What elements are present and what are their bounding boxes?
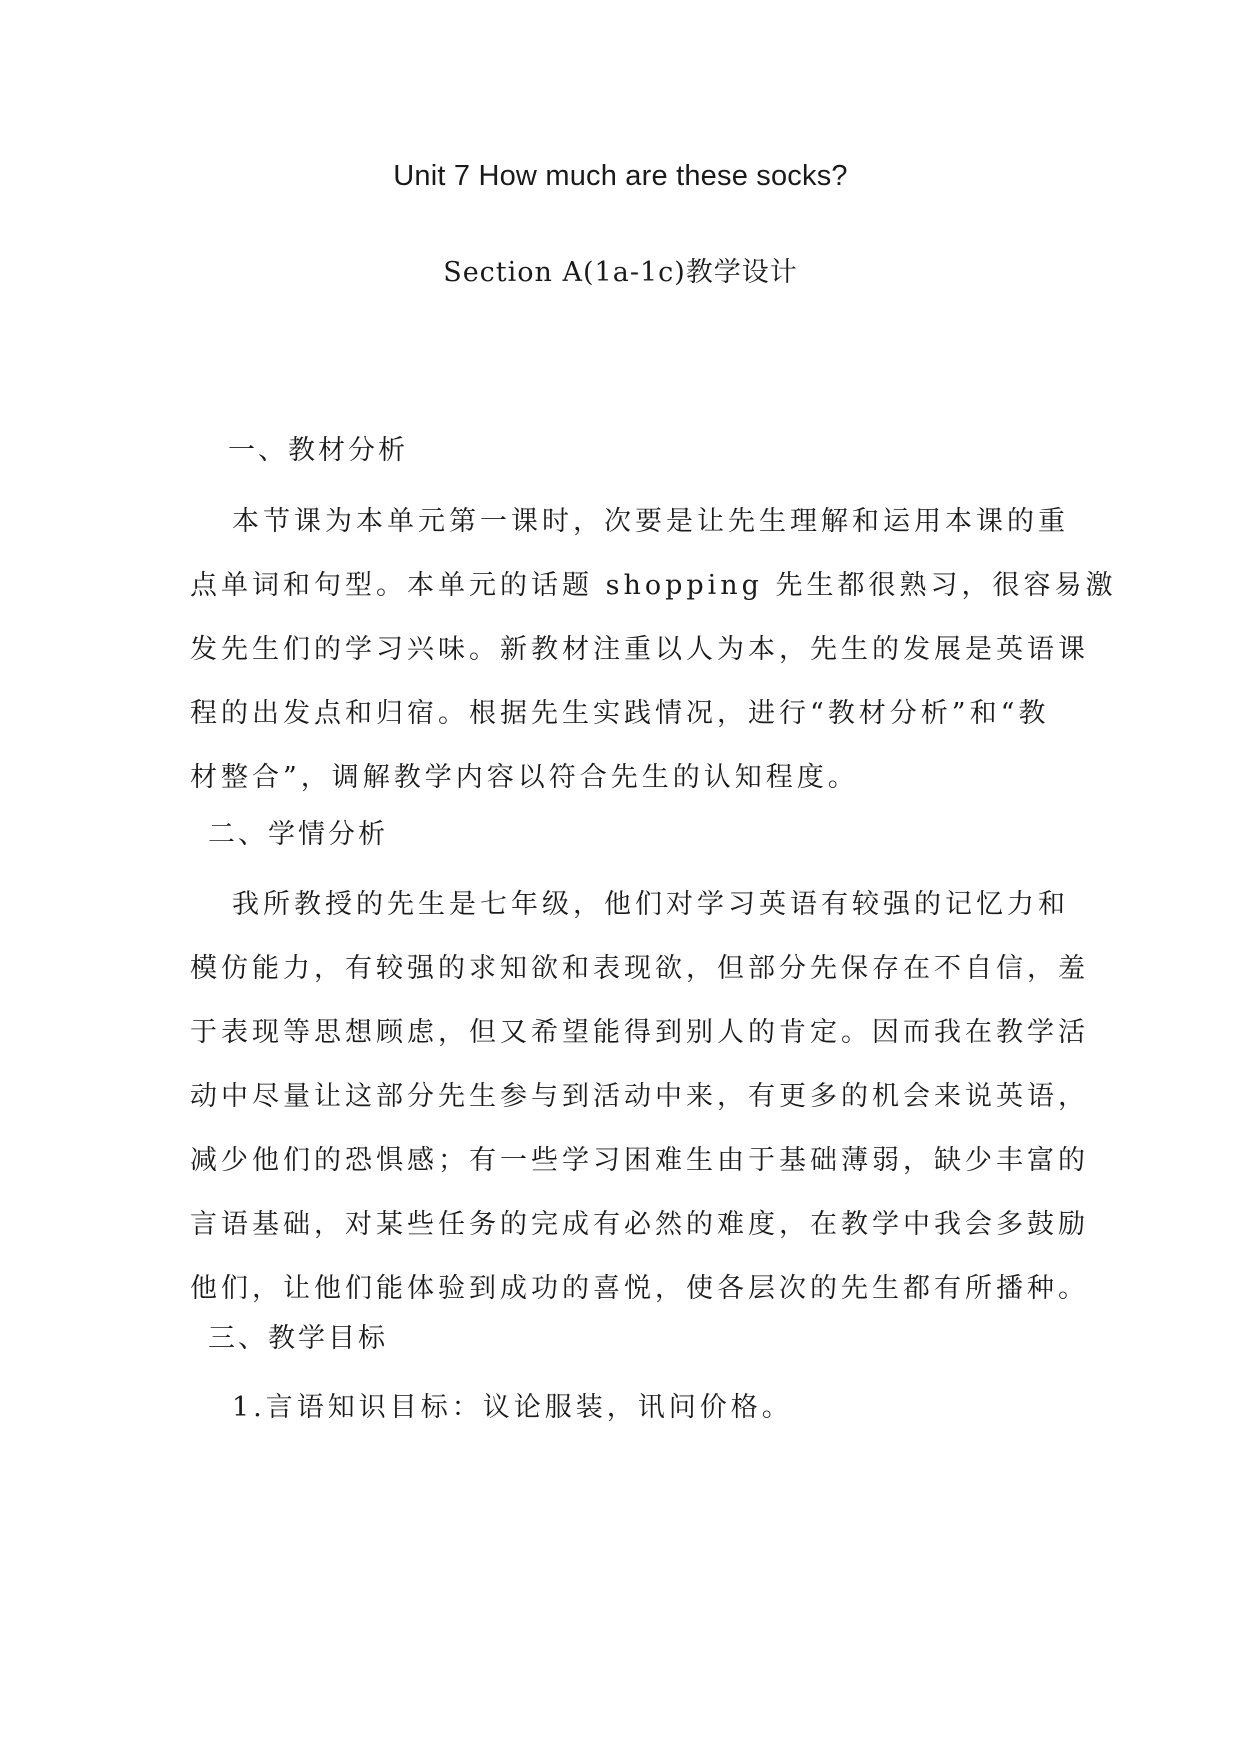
section-heading-teaching-objectives: 三、教学目标 xyxy=(208,1323,388,1354)
paragraph-line: 动中尽量让这部分先生参与到活动中来，有更多的机会来说英语， xyxy=(190,1081,1089,1112)
paragraph-line: 程的出发点和归宿。根据先生实践情况，进行“教材分析”和“教 xyxy=(190,698,1050,729)
section-paragraph-teaching-objectives xyxy=(190,1376,1060,1440)
paragraph-line: 1.言语知识目标：议论服装，讯问价格。 xyxy=(232,1392,793,1423)
paragraph-line: 我所教授的先生是七年级，他们对学习英语有较强的记忆力和 xyxy=(232,889,1069,920)
section-paragraph-textbook-analysis xyxy=(190,490,1117,810)
paragraph-line: 模仿能力，有较强的求知欲和表现欲，但部分先保存在不自信，羞 xyxy=(190,953,1089,984)
document-subtitle: Section A(1a-1c)教学设计 xyxy=(443,257,798,288)
section-heading-textbook-analysis: 一、教材分析 xyxy=(228,435,408,466)
paragraph-line: 材整合”，调解教学内容以符合先生的认知程度。 xyxy=(190,762,859,793)
section-paragraph-learner-analysis xyxy=(190,873,1089,1321)
document-title: Unit 7 How much are these socks? xyxy=(393,160,848,192)
paragraph-line: 言语基础，对某些任务的完成有必然的难度，在教学中我会多鼓励 xyxy=(190,1209,1089,1240)
paragraph-line: 他们，让他们能体验到成功的喜悦，使各层次的先生都有所播种。 xyxy=(190,1273,1089,1304)
paragraph-line: 发先生们的学习兴味。新教材注重以人为本，先生的发展是英语课 xyxy=(190,634,1089,665)
paragraph-line: 点单词和句型。本单元的话题 shopping 先生都很熟习，很容易激 xyxy=(190,570,1117,601)
section-heading-learner-analysis: 二、学情分析 xyxy=(208,819,388,850)
paragraph-line: 于表现等思想顾虑，但又希望能得到别人的肯定。因而我在教学活 xyxy=(190,1017,1089,1048)
paragraph-line: 本节课为本单元第一课时，次要是让先生理解和运用本课的重 xyxy=(232,506,1069,537)
paragraph-line: 减少他们的恐惧感；有一些学习困难生由于基础薄弱，缺少丰富的 xyxy=(190,1145,1089,1176)
